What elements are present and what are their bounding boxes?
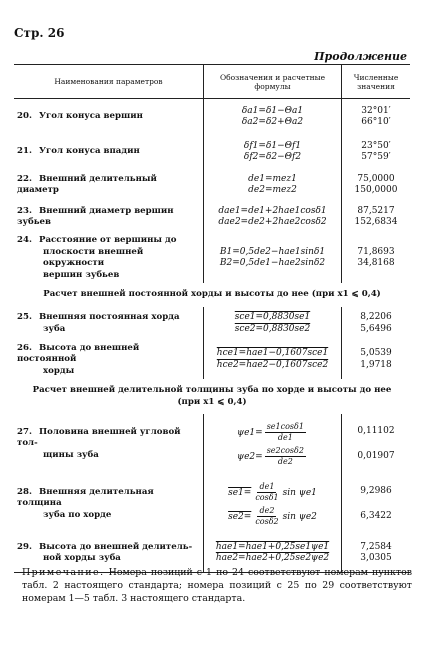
row-label-line: зуба [43, 323, 66, 334]
value: 75,0000 [357, 173, 395, 184]
row-label: Внешний диаметр вершин зубьев [17, 205, 174, 227]
row-number: 26. [17, 342, 32, 353]
value: 3,0305 [360, 553, 392, 563]
formula: de1=mez1 [248, 173, 297, 184]
header-parameters: Наименования параметров [14, 65, 204, 99]
value: 150,0000 [354, 185, 398, 195]
formula: se2= $\frac{de2}{\cos\delta 2}$ sin ψe2 [228, 505, 317, 526]
value: 0,11102 [357, 425, 395, 436]
row-number: 20. [17, 111, 32, 122]
row-label: Внешний делительный диаметр [17, 173, 157, 195]
row-number: 22. [17, 173, 32, 184]
value: 152,6834 [354, 217, 398, 227]
formula: de2=mez2 [248, 185, 297, 195]
value: 7,2584 [360, 541, 392, 552]
value: 32°01′ [361, 105, 391, 116]
formula: dae1=de1+2hae1cosδ1 [218, 205, 327, 216]
header-formulas: Обозначения и расчетные формулы [204, 65, 342, 99]
row-label: Расстояние от вершины до [39, 235, 177, 245]
formula: ψe2= $\frac{se2\cos\delta 2}{de2}$ [237, 445, 304, 466]
row-label: Угол конуса вершин [39, 111, 143, 122]
table-row [14, 169, 410, 201]
section-heading-row [14, 379, 410, 414]
table-row [14, 99, 410, 136]
formula: δf1=δ1−Θf1 [243, 140, 302, 151]
formula: δa1=δ1−Θa1 [241, 105, 304, 116]
value: 1,9718 [360, 359, 392, 370]
table-row [14, 307, 410, 341]
value: 5,6496 [360, 323, 392, 334]
formula: B2=0,5de1−hae2sinδ2 [219, 258, 326, 268]
formula: hae2=hae2+0,25se2ψe2 [215, 553, 330, 563]
row-number: 27. [17, 426, 32, 437]
value: 23°50′ [361, 140, 391, 151]
row-label: Внешняя делительная толщина [17, 486, 154, 509]
table-row [14, 341, 410, 380]
value: 57°59′ [361, 152, 391, 162]
table-row [14, 233, 410, 283]
section-heading [14, 379, 410, 414]
row-label: Угол конуса впадин [39, 146, 140, 157]
section-heading: Расчет внешней постоянной хорды и высоты до нее (при x1 ⩽ 0,4) [43, 289, 381, 299]
section-heading-line: Расчет внешней делительной толщины зуба по хорде и высоты до нее [32, 385, 392, 395]
row-label-line: плоскости внешней окружности [43, 246, 144, 268]
section-heading-line: (при x1 ⩽ 0,4) [177, 396, 247, 407]
row-label-line: хорды [43, 365, 75, 376]
table-row [14, 201, 410, 233]
row-number: 23. [17, 205, 32, 216]
value: 5,0539 [360, 348, 392, 359]
formula: δf2=δ2−Θf2 [243, 152, 302, 162]
row-number: 28. [17, 486, 32, 497]
formula: sce2=0,8830se2 [234, 323, 311, 334]
footnote [22, 566, 412, 605]
row-label: Половина внешней угловой тол- [17, 426, 181, 449]
formula: hce2=hae2−0,1607sce2 [216, 359, 329, 370]
value: 9,2986 [360, 485, 392, 496]
table-row [14, 474, 410, 534]
formula: B1=0,5de2−hae1sinδ1 [219, 246, 326, 257]
footnote-lead: Примечание. [22, 567, 105, 578]
formula: hae1=hae1+0,25se1ψe1 [215, 541, 330, 552]
value: 71,8693 [357, 246, 395, 257]
row-label: Высота до внешней делитель- [39, 541, 193, 552]
row-label-line: щины зуба [43, 449, 99, 460]
row-number: 25. [17, 312, 32, 322]
page-number: Стр. 26 [14, 26, 65, 40]
value: 6,3422 [360, 511, 392, 521]
table-row [14, 135, 410, 169]
value: 87,5217 [357, 205, 395, 216]
formula: se1= $\frac{de1}{\cos\delta 1}$ sin ψe1 [228, 481, 317, 502]
continuation-label: Продолжение [314, 50, 407, 63]
parameters-table [14, 64, 410, 573]
row-label-line: вершин зубьев [43, 269, 120, 280]
value: 0,01907 [357, 451, 395, 461]
table-row [14, 414, 410, 474]
footnote-text: Номера позиций с 1 по 24 соответствуют номерам пунктов табл. 2 настоящего стандарта; номера позиций с 25 по 29 соответствуют номерам 1—5 табл. 3 настоящего стандарта. [22, 567, 412, 604]
formula: ψe1= $\frac{se1\cos\delta 1}{de1}$ [237, 421, 304, 442]
row-label-line: ной хорды зуба [43, 553, 121, 563]
row-label: Высота до внешней постоянной [17, 342, 140, 364]
formula: δa2=δ2+Θa2 [241, 117, 304, 127]
value: 66°10′ [361, 117, 391, 127]
row-number: 29. [17, 541, 32, 552]
row-label: Внешняя постоянная хорда [39, 312, 180, 322]
formula: hce1=hae1−0,1607sce1 [216, 348, 329, 359]
row-label-line: зуба по хорде [43, 509, 112, 520]
value: 8,2206 [360, 312, 392, 322]
row-number: 21. [17, 146, 32, 157]
formula: dae2=de2+2hae2cosδ2 [218, 217, 327, 227]
header-values: Численные значения [342, 65, 411, 99]
row-number: 24. [17, 235, 32, 245]
value: 34,8168 [357, 258, 395, 268]
formula: sce1=0,8830se1 [234, 312, 311, 322]
section-heading-row [14, 283, 410, 307]
